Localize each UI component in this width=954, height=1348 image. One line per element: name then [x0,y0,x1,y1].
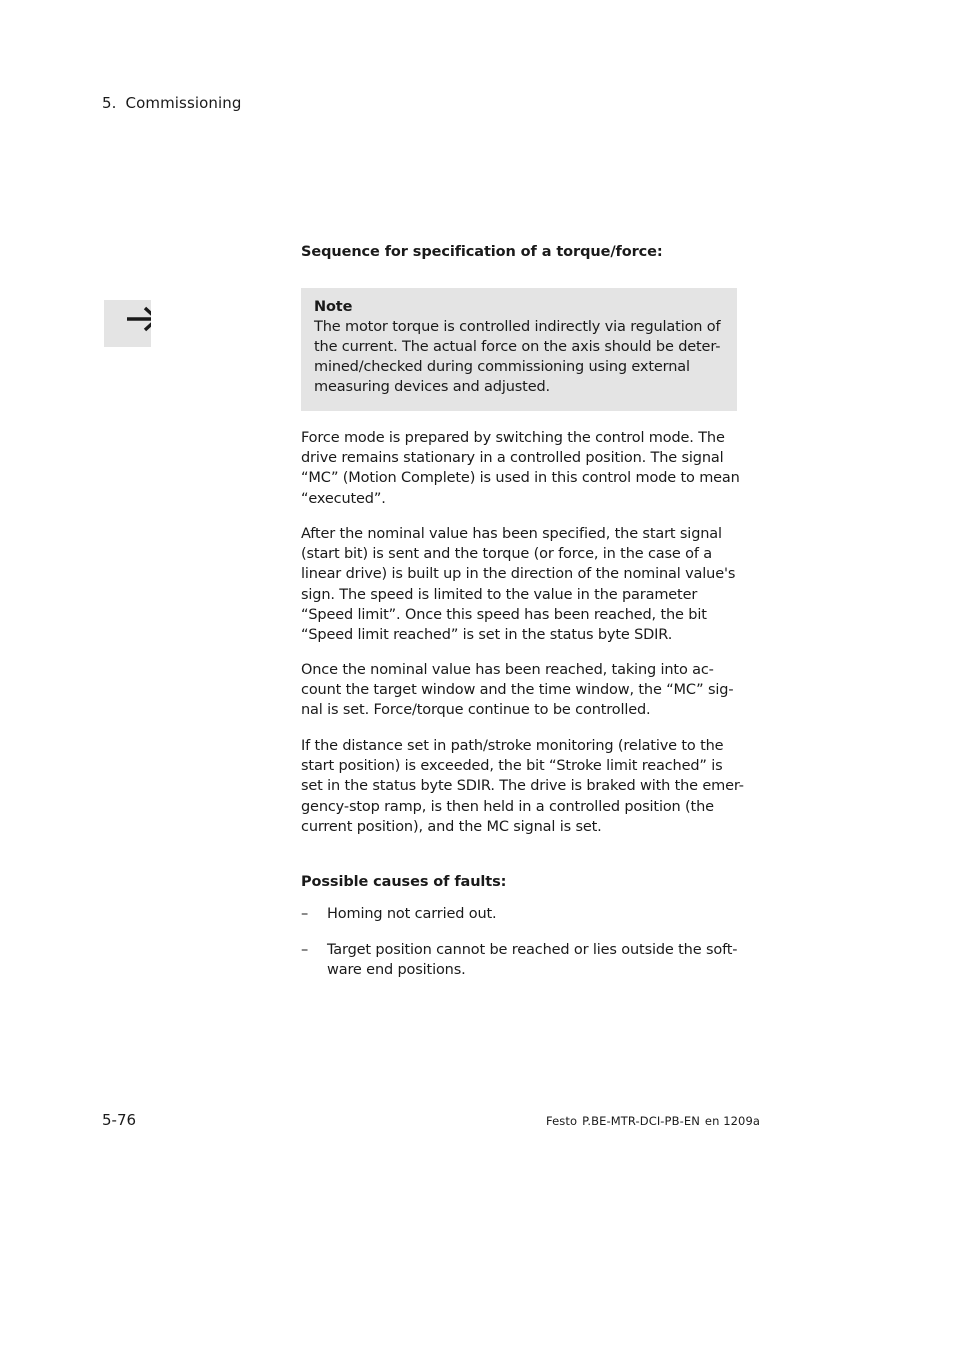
footer-brand: Festo [546,1114,578,1128]
paragraph-line: count the target window and the time window, the “MC” sig- [301,682,734,699]
paragraph-line: After the nominal value has been specified, the start signal [301,526,722,542]
list-bullet: – [301,906,309,922]
list-item-text [327,904,737,924]
list-item-text [327,940,737,980]
paragraph-nominal-value [301,524,737,645]
paragraph-force-mode [301,428,740,509]
chapter-number: 5. [102,94,117,112]
paragraph-line: nal is set. Force/torque continue to be controlled. [301,702,651,719]
page-number: 5-76 [102,1111,137,1129]
paragraph-line: “Speed limit”. Once this speed has been reached, the bit [301,606,707,623]
arrow-right-icon [104,300,151,347]
chapter-header [102,94,242,112]
paragraph-line: “MC” (Motion Complete) is used in this control mode to mean [301,470,740,487]
paragraph-line: Force mode is prepared by switching the control mode. The [301,430,725,446]
footer-doc-id: P.BE-MTR-DCI-PB-EN [582,1114,700,1128]
list-item-line: ware end positions. [327,962,466,979]
paragraph-target-window [301,660,737,721]
note-marker [104,300,151,347]
paragraph-line: “Speed limit reached” is set in the status byte SDIR. [301,627,673,644]
paragraph-line: Once the nominal value has been reached, taking into ac- [301,662,714,678]
list-item-line: Target position cannot be reached or lies outside the soft- [327,942,738,958]
sequence-heading: Sequence for specification of a torque/force: [301,244,663,260]
note-text [314,317,725,397]
note-box [301,288,737,411]
paragraph-line: “executed”. [301,490,386,507]
note-line: The motor torque is controlled indirectly via regulation of [314,319,721,335]
paragraph-line: current position), and the MC signal is set. [301,818,602,835]
footer-revision: en 1209a [704,1114,761,1128]
document-reference [546,1114,760,1128]
paragraph-line: start position) is exceeded, the bit “Stroke limit reached” is [301,758,723,775]
paragraph-line: If the distance set in path/stroke monitoring (relative to the [301,738,724,754]
paragraph-line: (start bit) is sent and the torque (or force, in the case of a [301,546,713,563]
paragraph-stroke-monitoring [301,736,744,837]
list-bullet: – [301,942,309,958]
note-line: mined/checked during commissioning using external [314,359,690,375]
paragraph-line: linear drive) is built up in the direction of the nominal value's [301,566,736,583]
paragraph-line: sign. The speed is limited to the value in the parameter [301,586,698,603]
list-item-line: Homing not carried out. [327,906,497,922]
paragraph-line: gency-stop ramp, is then held in a controlled position (the [301,798,714,815]
paragraph-line: drive remains stationary in a controlled position. The signal [301,450,724,467]
chapter-title: Commissioning [125,94,242,112]
note-line: the current. The actual force on the axis should be deter- [314,339,721,355]
faults-heading: Possible causes of faults: [301,874,507,890]
paragraph-line: set in the status byte SDIR. The drive is braked with the emer- [301,778,744,795]
note-line: measuring devices and adjusted. [314,379,550,395]
note-title: Note [314,299,353,315]
